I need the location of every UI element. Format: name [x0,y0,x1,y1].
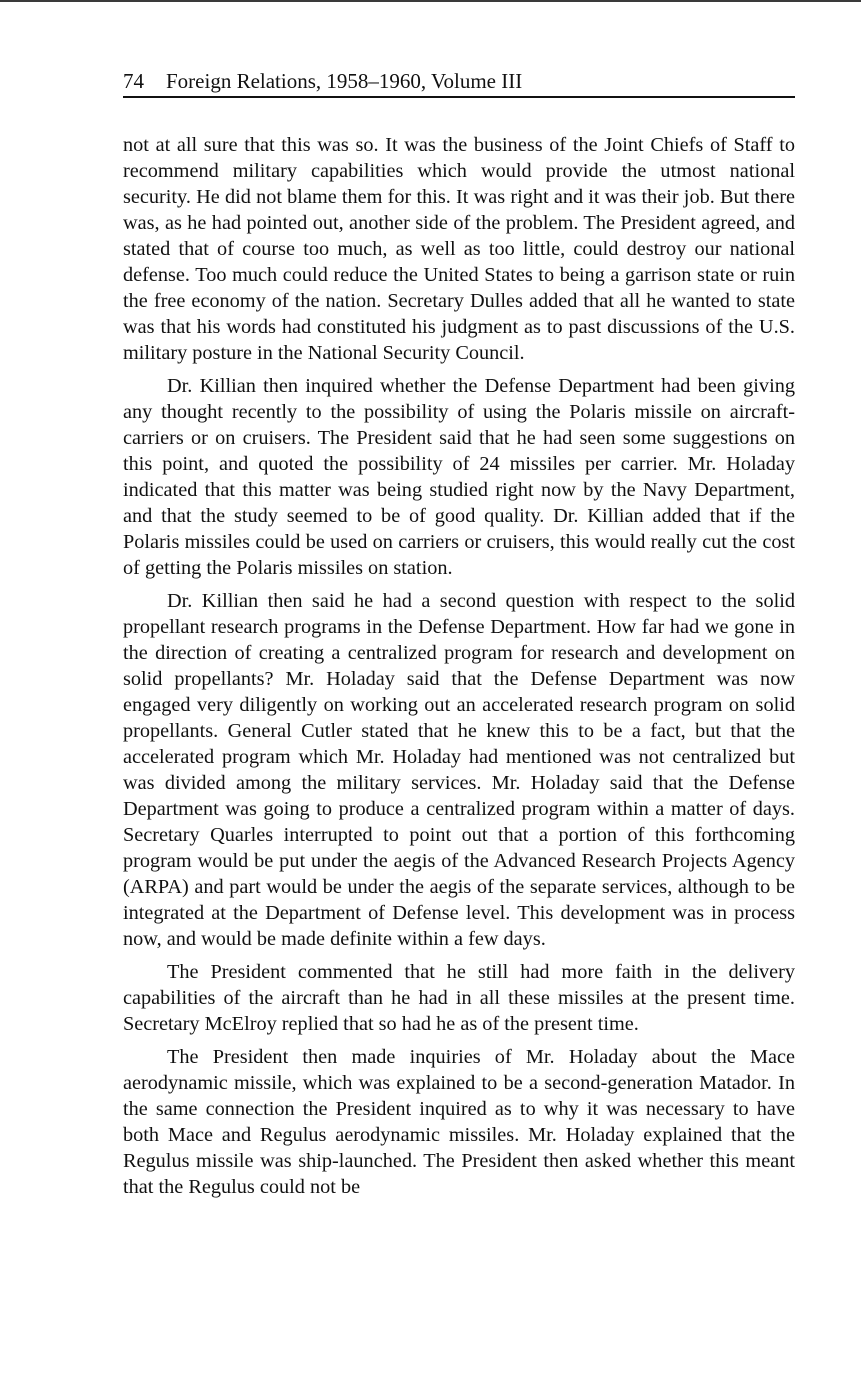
paragraph-polaris: Dr. Killian then inquired whether the Defense Department had been giving any thought recently to the possibility of using the Polaris missile on aircraft-carriers or on cruisers. The President said that he had seen some suggestions on this point, and quoted the possibility of 24 missiles per carrier. Mr. Holaday indicated that this matter was being studied right now by the Navy Department, and that the study seemed to be of good quality. Dr. Killian added that if the Polaris missiles could be used on carriers or cruisers, this would really cut the cost of getting the Polaris missiles on station. [123,375,795,579]
page-number: 74 [123,69,144,93]
document-page [123,66,795,1207]
paragraph-solid-propellant: Dr. Killian then said he had a second question with respect to the solid propellant research programs in the Defense Department. How far had we gone in the direction of creating a centralized program for research and development on solid propellants? Mr. Holaday said that the Defense Department was now engaged very diligently on working out an accelerated research program on solid propellants. General Cutler stated that he knew this to be a fact, but that the accelerated program which Mr. Holaday had mentioned was not centralized but was divided among the military services. Mr. Holaday said that the Defense Department was going to produce a centralized program within a matter of days. Secretary Quarles interrupted to point out that a portion of this forthcoming program would be put under the aegis of the Advanced Research Projects Agency (ARPA) and part would be under the aegis of the separate services, although to be integrated at the Department of Defense level. This development was in process now, and would be made definite within a few days. [123,590,795,950]
header-rule [123,96,795,98]
body-text [123,132,795,1200]
running-header [123,66,795,96]
paragraph-mace-regulus: The President then made inquiries of Mr. Holaday about the Mace aerodynamic missile, which was explained to be a second-generation Matador. In the same connection the President inquired as to why it was necessary to have both Mace and Regulus aerodynamic missiles. Mr. Holaday explained that the Regulus missile was ship-launched. The President then asked whether this meant that the Regulus could not be [123,1046,795,1198]
paragraph-aircraft-faith: The President commented that he still had more faith in the delivery capabilities of the aircraft than he had in all these missiles at the present time. Secretary McElroy replied that so had he as of the present time. [123,961,795,1035]
running-title: Foreign Relations, 1958–1960, Volume III [166,69,523,93]
scan-edge-rule [0,0,861,2]
paragraph-continued: not at all sure that this was so. It was the business of the Joint Chiefs of Staff to recommend military capabilities which would provide the utmost national security. He did not blame them for this. It was right and it was their job. But there was, as he had pointed out, another side of the problem. The President agreed, and stated that of course too much, as well as too little, could destroy our national defense. Too much could reduce the United States to being a garrison state or ruin the free economy of the nation. Secretary Dulles added that all he wanted to state was that his words had constituted his judgment as to past discussions of the U.S. military posture in the National Security Council. [123,134,795,364]
